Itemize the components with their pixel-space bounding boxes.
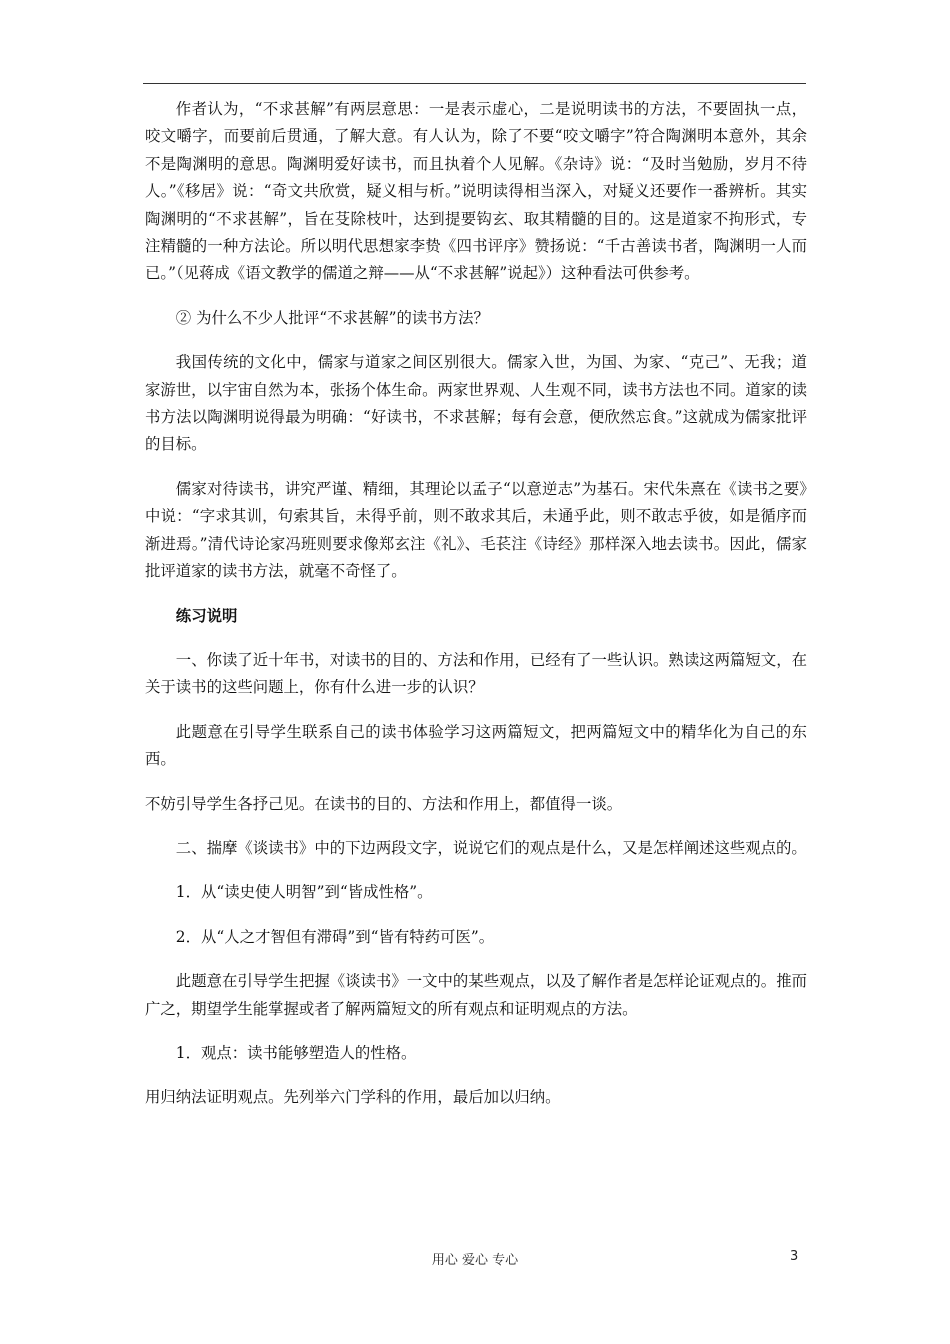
exercise-paragraph: 一、你读了近十年书，对读书的目的、方法和作用，已经有了一些认识。熟读这两篇短文，在关于读书的这些问题上，你有什么进一步的认识？ [145, 650, 807, 697]
exercise-paragraph: 不妨引导学生各抒己见。在读书的目的、方法和作用上，都值得一谈。 [145, 794, 623, 813]
exercise-paragraph: 此题意在引导学生把握《谈读书》一文中的某些观点，以及了解作者是怎样论证观点的。推而广之，期望学生能掌握或者了解两篇短文的所有观点和证明观点的方法。 [145, 972, 807, 1018]
section-heading: 练习说明 [175, 606, 238, 625]
paragraph: 作者认为，“不求甚解”有两层意思：一是表示虚心，二是说明读书的方法，不要固执一点，咬文嚼字，而要前后贯通，了解大意。有人认为，除了不要“咬文嚼字”符合陶渊明本意外，其余不是陶渊明的意思。陶渊明爱好读书，而且执着个人见解。《杂诗》说：“及时当勉励，岁月不待人。”《移居》说：“奇文共欣赏，疑义相与析。”说明读得相当深入，对疑义还要作一番辨析。其实陶渊明的“不求甚解”，旨在芟除枝叶，达到提要钩玄、取其精髓的目的。这是道家不拘形式，专注精髓的一种方法论。所以明代思想家李贽《四书评序》赞扬说：“千古善读书者，陶渊明一人而已。”（见蒋成《语文教学的儒道之辩——从“不求甚解”说起》）这种看法可供参考。 [145, 100, 807, 283]
paragraph: 儒家对待读书，讲究严谨、精细，其理论以孟子“以意逆志”为基石。宋代朱熹在《读书之要》中说：“字求其训，句索其旨，未得乎前，则不敢求其后，未通乎此，则不敢志乎彼，如是循序而渐进焉。”清代诗论家冯班则要求像郑玄注《礼》、毛苌注《诗经》那样深入地去读书。因此，儒家批评道家的读书方法，就毫不奇怪了。 [145, 479, 807, 581]
paragraph: 我国传统的文化中，儒家与道家之间区别很大。儒家入世，为国、为家、“克己”、无我；道家游世，以宇宙自然为本，张扬个体生命。两家世界观、人生观不同，读书方法也不同。道家的读书方法以陶渊明说得最为明确：“好读书，不求甚解；每有会意，便欣然忘食。”这就成为儒家批评的目标。 [145, 353, 807, 454]
exercise-item: 2．从“人之才智但有滞碍”到“皆有特药可医”。 [175, 927, 495, 946]
exercise-paragraph: 二、揣摩《谈读书》中的下边两段文字，说说它们的观点是什么，又是怎样阐述这些观点的。 [175, 838, 807, 857]
exercise-item: 1．从“读史使人明智”到“皆成性格”。 [175, 883, 433, 902]
exercise-item: 1．观点：读书能够塑造人的性格。 [175, 1043, 417, 1062]
footer-motto: 用心 爱心 专心 [431, 1253, 519, 1268]
exercise-paragraph: 用归纳法证明观点。先列举六门学科的作用，最后加以归纳。 [145, 1088, 561, 1107]
paragraph-question: ② 为什么不少人批评“不求甚解”的读书方法？ [175, 308, 489, 327]
exercise-paragraph: 此题意在引导学生联系自己的读书体验学习这两篇短文，把两篇短文中的精华化为自己的东西。 [145, 722, 807, 769]
document-body [145, 96, 807, 1129]
header-rule [143, 83, 806, 84]
page-number: 3 [790, 1249, 799, 1264]
